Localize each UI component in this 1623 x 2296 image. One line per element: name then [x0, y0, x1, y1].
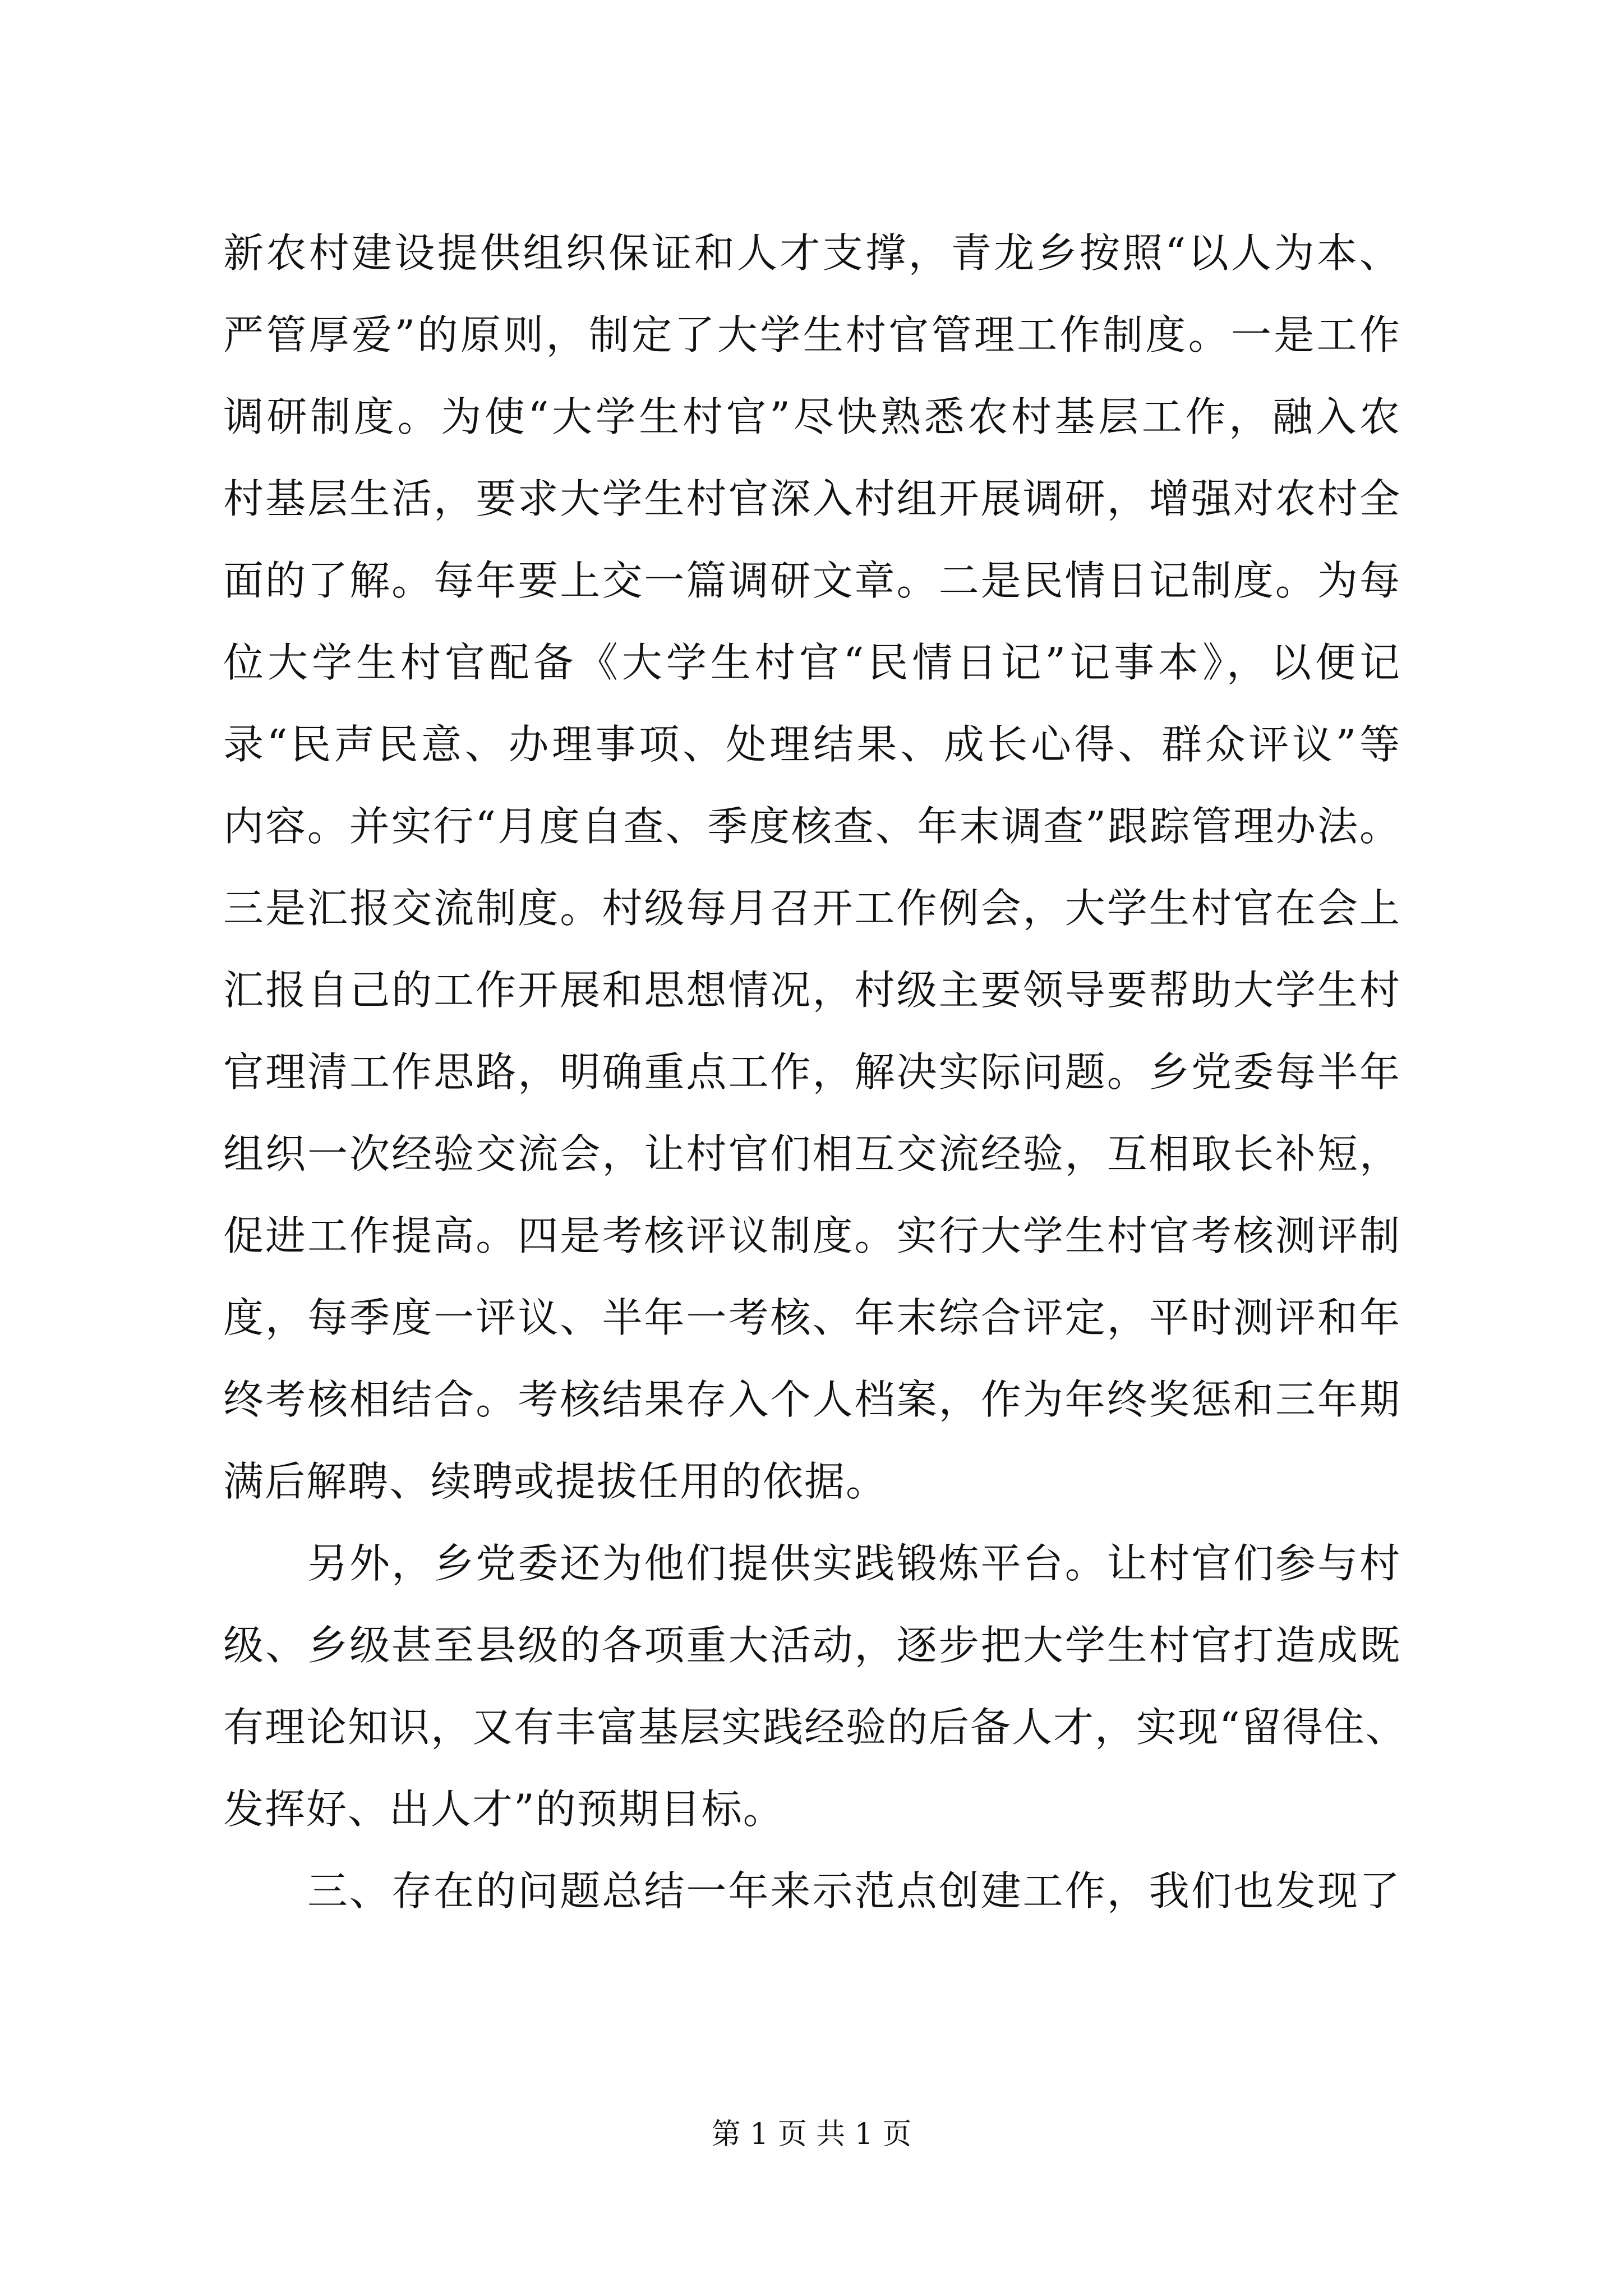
body-text [223, 212, 1407, 1932]
text-line: 面的了解。每年要上交一篇调研文章。二是民情日记制度。为每 [223, 557, 1401, 604]
page-footer: 第 1 页 共 1 页 [711, 2118, 912, 2151]
text-line: 录“民声民意、办理事项、处理结果、成长心得、群众评议”等 [223, 721, 1401, 768]
text-line: 发挥好、出人才”的预期目标。 [223, 1786, 785, 1833]
text-line: 内容。并实行“月度自查、季度核查、年末调查”跟踪管理办法。 [223, 803, 1401, 850]
text-line: 三是汇报交流制度。村级每月召开工作例会，大学生村官在会上 [223, 885, 1401, 932]
text-line: 调研制度。为使“大学生村官”尽快熟悉农村基层工作，融入农 [223, 393, 1401, 440]
text-line: 新农村建设提供组织保证和人才支撑，青龙乡按照“以人为本、 [223, 229, 1401, 277]
text-line: 度，每季度一评议、半年一考核、年末综合评定，平时测评和年 [223, 1294, 1401, 1341]
text-line: 三、存在的问题总结一年来示范点创建工作，我们也发现了 [307, 1867, 1401, 1915]
text-line: 严管厚爱”的原则，制定了大学生村官管理工作制度。一是工作 [223, 311, 1401, 358]
text-line: 级、乡级甚至县级的各项重大活动，逐步把大学生村官打造成既 [223, 1622, 1401, 1669]
text-line: 村基层生活，要求大学生村官深入村组开展调研，增强对农村全 [223, 475, 1401, 522]
text-line: 促进工作提高。四是考核评议制度。实行大学生村官考核测评制 [223, 1212, 1401, 1259]
text-line: 官理清工作思路，明确重点工作，解决实际问题。乡党委每半年 [223, 1048, 1401, 1096]
text-line: 另外，乡党委还为他们提供实践锻炼平台。让村官们参与村 [307, 1540, 1401, 1587]
text-line: 组织一次经验交流会，让村官们相互交流经验，互相取长补短， [223, 1130, 1401, 1177]
text-line: 汇报自己的工作开展和思想情况，村级主要领导要帮助大学生村 [223, 967, 1401, 1014]
text-line: 位大学生村官配备《大学生村官“民情日记”记事本》，以便记 [223, 639, 1401, 686]
text-line: 满后解聘、续聘或提拔任用的依据。 [223, 1458, 888, 1505]
text-line: 终考核相结合。考核结果存入个人档案，作为年终奖惩和三年期 [223, 1376, 1401, 1423]
text-line: 有理论知识，又有丰富基层实践经验的后备人才，实现“留得住、 [223, 1704, 1407, 1751]
